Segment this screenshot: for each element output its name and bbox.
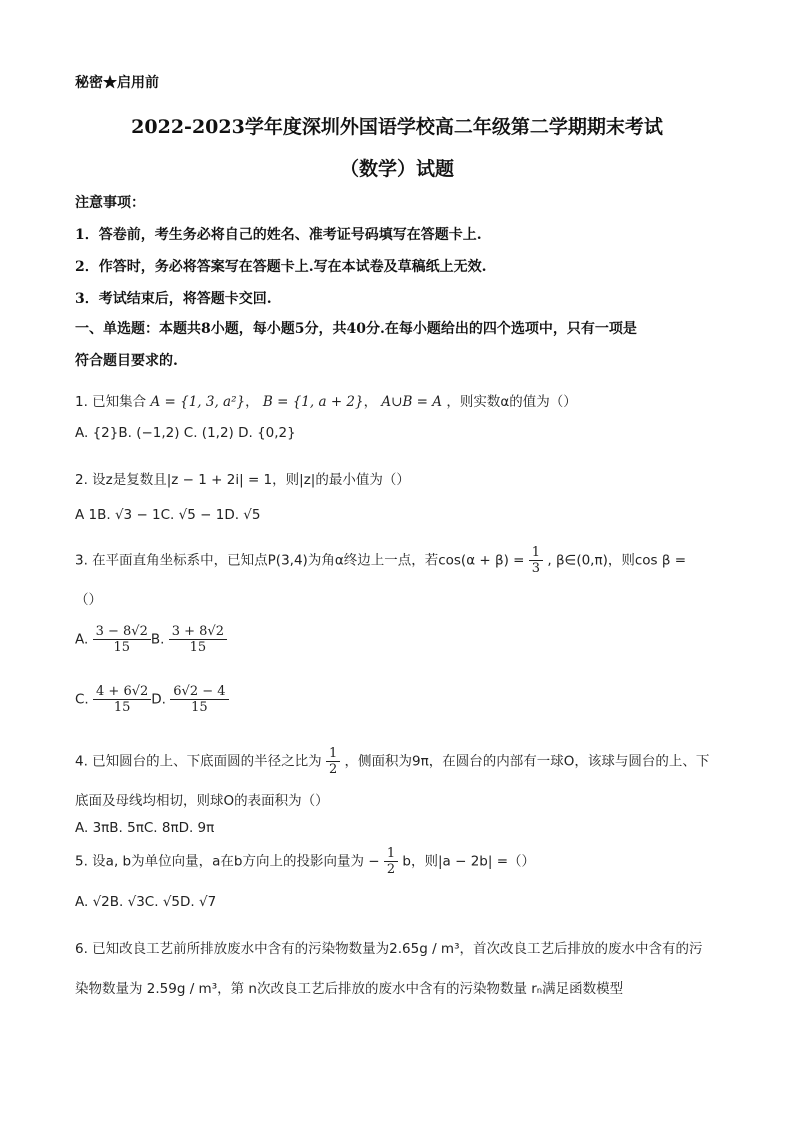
q1-prefix: 1. 已知集合 — [75, 394, 147, 410]
q4-text-1a: 4. 已知圆台的上、下底面圆的半径之比为 — [75, 753, 322, 770]
note-item-1: 1．答卷前，考生务必将自己的姓名、准考证号码填写在答题卡上. — [75, 227, 482, 243]
q3-opt-c — [93, 684, 151, 715]
q3-fraction — [529, 545, 543, 576]
q4-frac-den: 2 — [328, 762, 338, 777]
q5-frac-num: 1 — [384, 846, 398, 862]
q5-options: A. √2B. √3C. √5D. √7 — [75, 894, 217, 910]
q3-options-ab — [75, 624, 227, 655]
q1-suffix: ，则实数α的值为（） — [446, 394, 577, 410]
q3-opt-b-label: B. — [150, 631, 165, 648]
question-2: 2. 设z是复数且|z − 1 + 2i| = 1，则|z|的最小值为（） — [75, 472, 410, 488]
q3-opt-c-den: 15 — [113, 700, 131, 715]
q3-opt-a-den: 15 — [113, 640, 130, 655]
question-6-line1: 6. 已知改良工艺前所排放废水中含有的污染物数量为2.65g / m³，首次改良工艺后排放的废水中含有的污 — [75, 941, 703, 957]
note-item-2: 2．作答时，务必将答案写在答题卡上.写在本试卷及草稿纸上无效. — [75, 259, 487, 275]
q4-fraction — [326, 746, 340, 777]
q3-opt-b-den: 15 — [189, 640, 207, 655]
question-5 — [75, 846, 535, 877]
q3-opt-a-label: A. — [75, 631, 89, 648]
question-3 — [75, 545, 686, 576]
q3-opt-a — [93, 624, 151, 655]
q3-opt-c-num: 4 + 6√2 — [93, 684, 151, 700]
q4-text-2: 底面及母线均相切，则球O的表面积为（） — [75, 793, 329, 809]
q1-union: A∪B = A — [381, 394, 443, 410]
q3-opt-d — [170, 684, 228, 715]
q5-fraction — [384, 846, 398, 877]
q5-text-2: b，则|a − 2b| =（） — [402, 853, 536, 870]
q3-text-2: , β∈(0,π)，则cos β = — [547, 552, 687, 569]
q3-opt-b — [169, 624, 227, 655]
note-item-3: 3．考试结束后，将答题卡交回. — [75, 291, 272, 307]
q3-opt-d-num: 6√2 − 4 — [170, 684, 228, 700]
q3-opt-a-num: 3 − 8√2 — [93, 624, 151, 640]
q4-text-1b: ，侧面积为9π，在圆台的内部有一球O，该球与圆台的上、下 — [344, 753, 710, 770]
q1-set-a: A = {1, 3, a²} — [150, 394, 246, 410]
exam-title: 2022-2023学年度深圳外国语学校高二年级第二学期期末考试 — [131, 116, 663, 138]
q3-opt-c-label: C. — [75, 691, 89, 708]
q3-frac-num: 1 — [529, 545, 543, 561]
q5-text-1: 5. 设a, b为单位向量，a在b方向上的投影向量为 − — [75, 853, 380, 870]
q3-frac-den: 3 — [531, 561, 541, 576]
q4-frac-num: 1 — [326, 746, 340, 762]
exam-subtitle: （数学）试题 — [339, 158, 454, 180]
question-1: 1. 已知集合 A = {1, 3, a²}， B = {1, a + 2}， A∪B = A ，则实数α的值为（） — [75, 394, 577, 410]
notes-heading: 注意事项： — [75, 195, 145, 211]
section-heading-line2: 符合题目要求的. — [75, 353, 178, 369]
q1-set-b: B = {1, a + 2} — [262, 394, 364, 410]
secret-label: 秘密★启用前 — [75, 75, 159, 91]
q5-frac-den: 2 — [386, 862, 396, 877]
q3-opt-d-den: 15 — [191, 700, 208, 715]
q3-text-3: （） — [75, 592, 102, 608]
q1-options: A. {2}B. (−1,2) C. (1,2) D. {0,2} — [75, 425, 296, 441]
q4-options: A. 3πB. 5πC. 8πD. 9π — [75, 820, 215, 836]
q3-opt-d-label: D. — [151, 691, 166, 708]
question-6-line2: 染物数量为 2.59g / m³，第 n次改良工艺后排放的废水中含有的污染物数量 rₙ满足函数模型 — [75, 981, 624, 997]
question-4 — [75, 746, 709, 777]
q2-options: A 1B. √3 − 1C. √5 − 1D. √5 — [75, 507, 261, 523]
section-heading-line1: 一、单选题：本题共8小题，每小题5分，共40分.在每小题给出的四个选项中，只有一项是 — [75, 321, 637, 337]
q3-options-cd — [75, 684, 229, 715]
q3-opt-b-num: 3 + 8√2 — [169, 624, 227, 640]
q3-text-1: 3. 在平面直角坐标系中，已知点P(3,4)为角α终边上一点，若cos(α + β) = — [75, 552, 525, 569]
